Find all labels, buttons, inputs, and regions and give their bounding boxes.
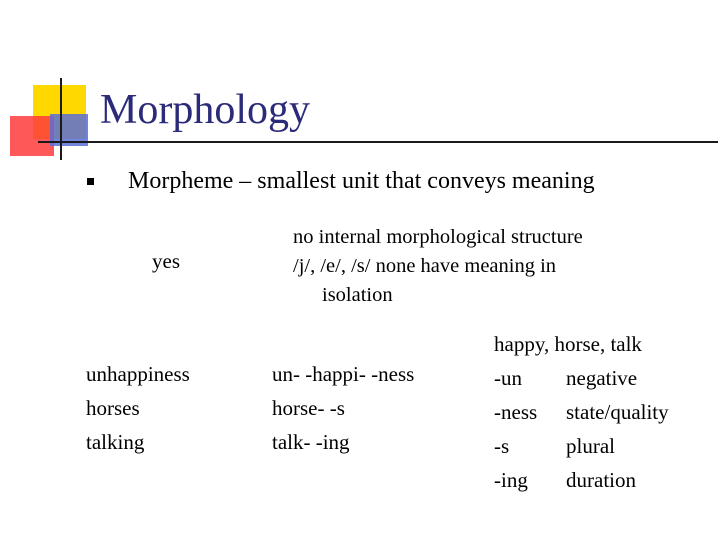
word-item: talking <box>86 430 145 454</box>
note-block <box>293 223 583 310</box>
note-line: no internal morphological structure <box>293 226 583 248</box>
meaning-item: state/quality <box>566 400 669 424</box>
affix-item: -s <box>494 434 510 458</box>
yes-label: yes <box>152 249 180 273</box>
segmentation-item: horse- -s <box>272 396 345 420</box>
meaning-item: duration <box>566 468 636 492</box>
affix-item: -ness <box>494 400 538 424</box>
affix-item: -ing <box>494 468 528 492</box>
segmentation-column <box>272 357 414 459</box>
word-item: horses <box>86 396 140 420</box>
decor-red-square <box>10 116 54 156</box>
slide-title: Morphology <box>100 87 310 133</box>
bullet-square-icon <box>87 178 94 185</box>
affix-column <box>494 361 537 497</box>
meaning-column <box>566 361 669 497</box>
decor-vertical-line <box>60 78 62 160</box>
word-item: unhappiness <box>86 362 190 386</box>
title-underline <box>38 141 718 143</box>
roots-line: happy, horse, talk <box>494 332 642 356</box>
segmentation-item: un- -happi- -ness <box>272 362 415 386</box>
affix-item: -un <box>494 366 522 390</box>
bullet-text: Morpheme – smallest unit that conveys meaning <box>128 168 595 194</box>
segmentation-item: talk- -ing <box>272 430 350 454</box>
meaning-item: negative <box>566 366 638 390</box>
meaning-item: plural <box>566 434 615 458</box>
note-line: isolation <box>322 284 393 306</box>
note-line: /j/, /e/, /s/ none have meaning in <box>293 255 557 277</box>
words-column <box>86 357 190 459</box>
